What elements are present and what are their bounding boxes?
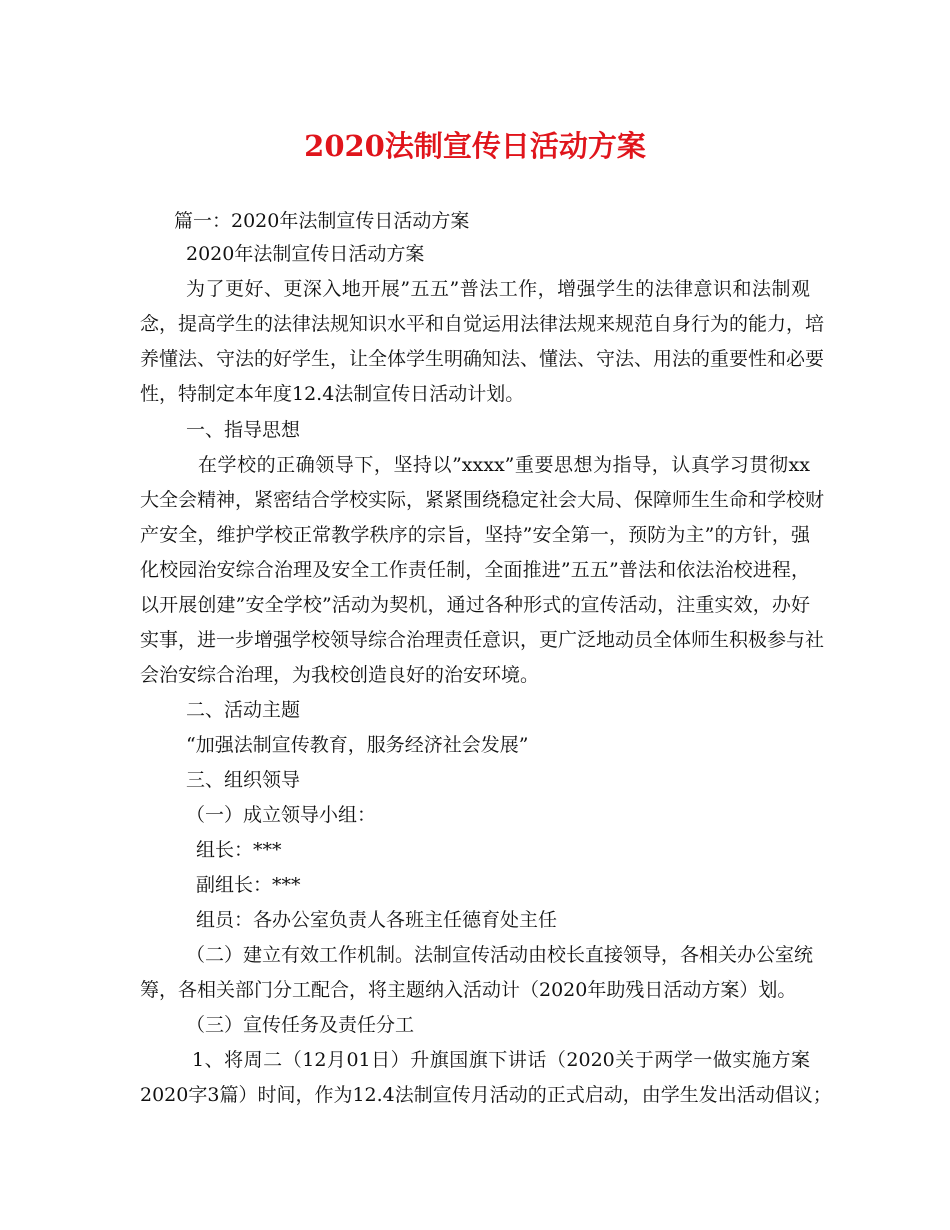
paragraph-line: 化校园治安综合治理及安全工作责任制，全面推进”五五”普法和依法治校进程， xyxy=(140,559,810,581)
heading-guiding-thought: 一、指导思想 xyxy=(186,419,301,441)
subheading-tasks: （三）宣传任务及责任分工 xyxy=(186,1014,415,1036)
subheading-leadership-group: （一）成立领导小组： xyxy=(186,804,377,826)
paragraph-line: 大全会精神，紧密结合学校实际，紧紧围绕稳定社会大局、保障师生生命和学校财 xyxy=(140,489,825,511)
paragraph-line: （二）建立有效工作机制。法制宣传活动由校长直接领导，各相关办公室统 xyxy=(186,944,814,966)
paragraph-line: 筹，各相关部门分工配合，将主题纳入活动计（2020年助残日活动方案）划。 xyxy=(140,979,797,1001)
section-heading: 篇一：2020年法制宣传日活动方案 xyxy=(174,210,470,232)
paragraph-line: 实事，进一步增强学校领导综合治理责任意识，更广泛地动员全体师生积极参与社 xyxy=(140,629,825,651)
paragraph-line: 会治安综合治理，为我校创造良好的治安环境。 xyxy=(140,664,540,686)
heading-activity-theme: 二、活动主题 xyxy=(186,699,301,721)
group-leader-line: 组长：*** xyxy=(196,839,282,861)
deputy-leader-line: 副组长：*** xyxy=(196,874,301,896)
theme-quote: “加强法制宣传教育，服务经济社会发展” xyxy=(186,734,529,756)
paragraph-line: 产安全，维护学校正常教学秩序的宗旨，坚持”安全第一，预防为主”的方针，强 xyxy=(140,524,810,546)
paragraph-line: 在学校的正确领导下，坚持以”xxxx”重要思想为指导，认真学习贯彻xx xyxy=(198,454,810,476)
members-line: 组员：各办公室负责人各班主任德育处主任 xyxy=(196,909,558,931)
paragraph-line: 性，特制定本年度12.4法制宣传日活动计划。 xyxy=(140,383,525,405)
paragraph-line: 1、将周二（12月01日）升旗国旗下讲话（2020关于两学一做实施方案 xyxy=(192,1049,810,1071)
paragraph-line: 为了更好、更深入地开展”五五”普法工作，增强学生的法律意识和法制观 xyxy=(186,278,810,300)
heading-organization: 三、组织领导 xyxy=(186,769,301,791)
paragraph-line: 念，提高学生的法律法规知识水平和自觉运用法律法规来规范自身行为的能力，培 xyxy=(140,313,825,335)
paragraph-line: 养懂法、守法的好学生，让全体学生明确知法、懂法、守法、用法的重要性和必要 xyxy=(140,348,825,370)
document-title: 2020法制宣传日活动方案 xyxy=(304,129,646,163)
subtitle-line: 2020年法制宣传日活动方案 xyxy=(186,243,425,265)
paragraph-line: 以开展创建”安全学校”活动为契机，通过各种形式的宣传活动，注重实效，办好 xyxy=(140,594,810,616)
paragraph-line: 2020字3篇）时间，作为12.4法制宣传月活动的正式启动，由学生发出活动倡议； xyxy=(140,1084,832,1106)
